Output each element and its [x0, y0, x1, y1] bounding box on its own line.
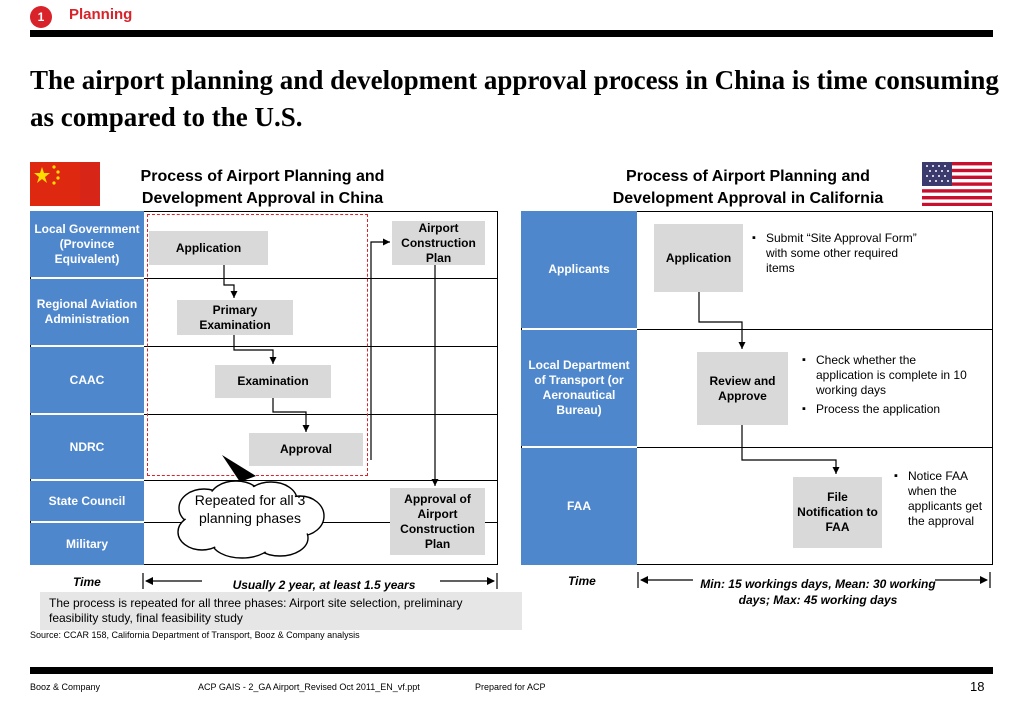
page-title: The airport planning and development approval process in China is time consuming as compared to the U.S. — [30, 65, 999, 132]
california-time-value: Min: 15 workings days, Mean: 30 working days; Max: 45 working days — [700, 577, 936, 607]
china-examination-box: Examination — [215, 365, 331, 398]
bottom-divider — [30, 667, 993, 674]
california-lane-faa: FAA — [521, 448, 637, 565]
footer-company: Booz & Company — [30, 682, 101, 692]
california-lane-local-dot: Local Department of Transport (or Aeronautical Bureau) — [521, 330, 637, 446]
note-item: ▪ Submit “Site Approval Form” with some other required items — [750, 231, 920, 276]
note-item: ▪ Process the application — [800, 402, 975, 417]
china-approval-box: Approval — [249, 433, 363, 466]
page-number: 18 — [970, 679, 985, 694]
china-lane-military: Military — [30, 523, 144, 565]
section-label: Planning — [69, 6, 133, 23]
california-applicants-notes — [750, 231, 920, 280]
california-lane-applicants: Applicants — [521, 211, 637, 328]
california-faa-notes — [892, 469, 988, 533]
note-item: ▪ Notice FAA when the applicants get the approval — [892, 469, 988, 529]
source-line: Source: CCAR 158, California Department of Transport, Booz & Company analysis — [30, 630, 360, 640]
china-lane-local-government: Local Government (Province Equivalent) — [30, 211, 144, 277]
china-lane-caac: CAAC — [30, 347, 144, 413]
china-time-label: Time — [73, 575, 101, 589]
footer-filename: ACP GAIS - 2_GA Airport_Revised Oct 2011_EN_vf.ppt — [198, 682, 420, 692]
section-number-badge: 1 — [30, 6, 52, 28]
china-lane-ndrc: NDRC — [30, 415, 144, 479]
china-application-box: Application — [149, 231, 268, 265]
california-application-box: Application — [654, 224, 743, 292]
china-primary-examination-box: Primary Examination — [177, 300, 293, 335]
china-approval-of-acp-box: Approval of Airport Construction Plan — [390, 488, 485, 555]
note-item: ▪ Check whether the application is complete in 10 working days — [800, 353, 975, 398]
california-local-notes — [800, 353, 975, 421]
china-panel-title: Process of Airport Planning and Development Approval in China — [140, 168, 385, 207]
california-time-label: Time — [568, 574, 596, 588]
china-time-value: Usually 2 year, at least 1.5 years — [232, 578, 416, 592]
california-review-approve-box: Review and Approve — [697, 352, 788, 425]
california-panel-title: Process of Airport Planning and Development Approval in California — [612, 168, 884, 207]
china-lane-state-council: State Council — [30, 481, 144, 521]
china-airport-construction-plan-box: Airport Construction Plan — [392, 221, 485, 265]
cloud-callout-text: Repeated for all 3 planning phases — [194, 492, 306, 526]
california-file-notification-box: File Notification to FAA — [793, 477, 882, 548]
footer-prepared-for: Prepared for ACP — [475, 682, 546, 692]
process-note: The process is repeated for all three phases: Airport site selection, preliminary feasibility study, final feasibility study — [40, 592, 522, 630]
china-lane-regional-aviation: Regional Aviation Administration — [30, 279, 144, 345]
